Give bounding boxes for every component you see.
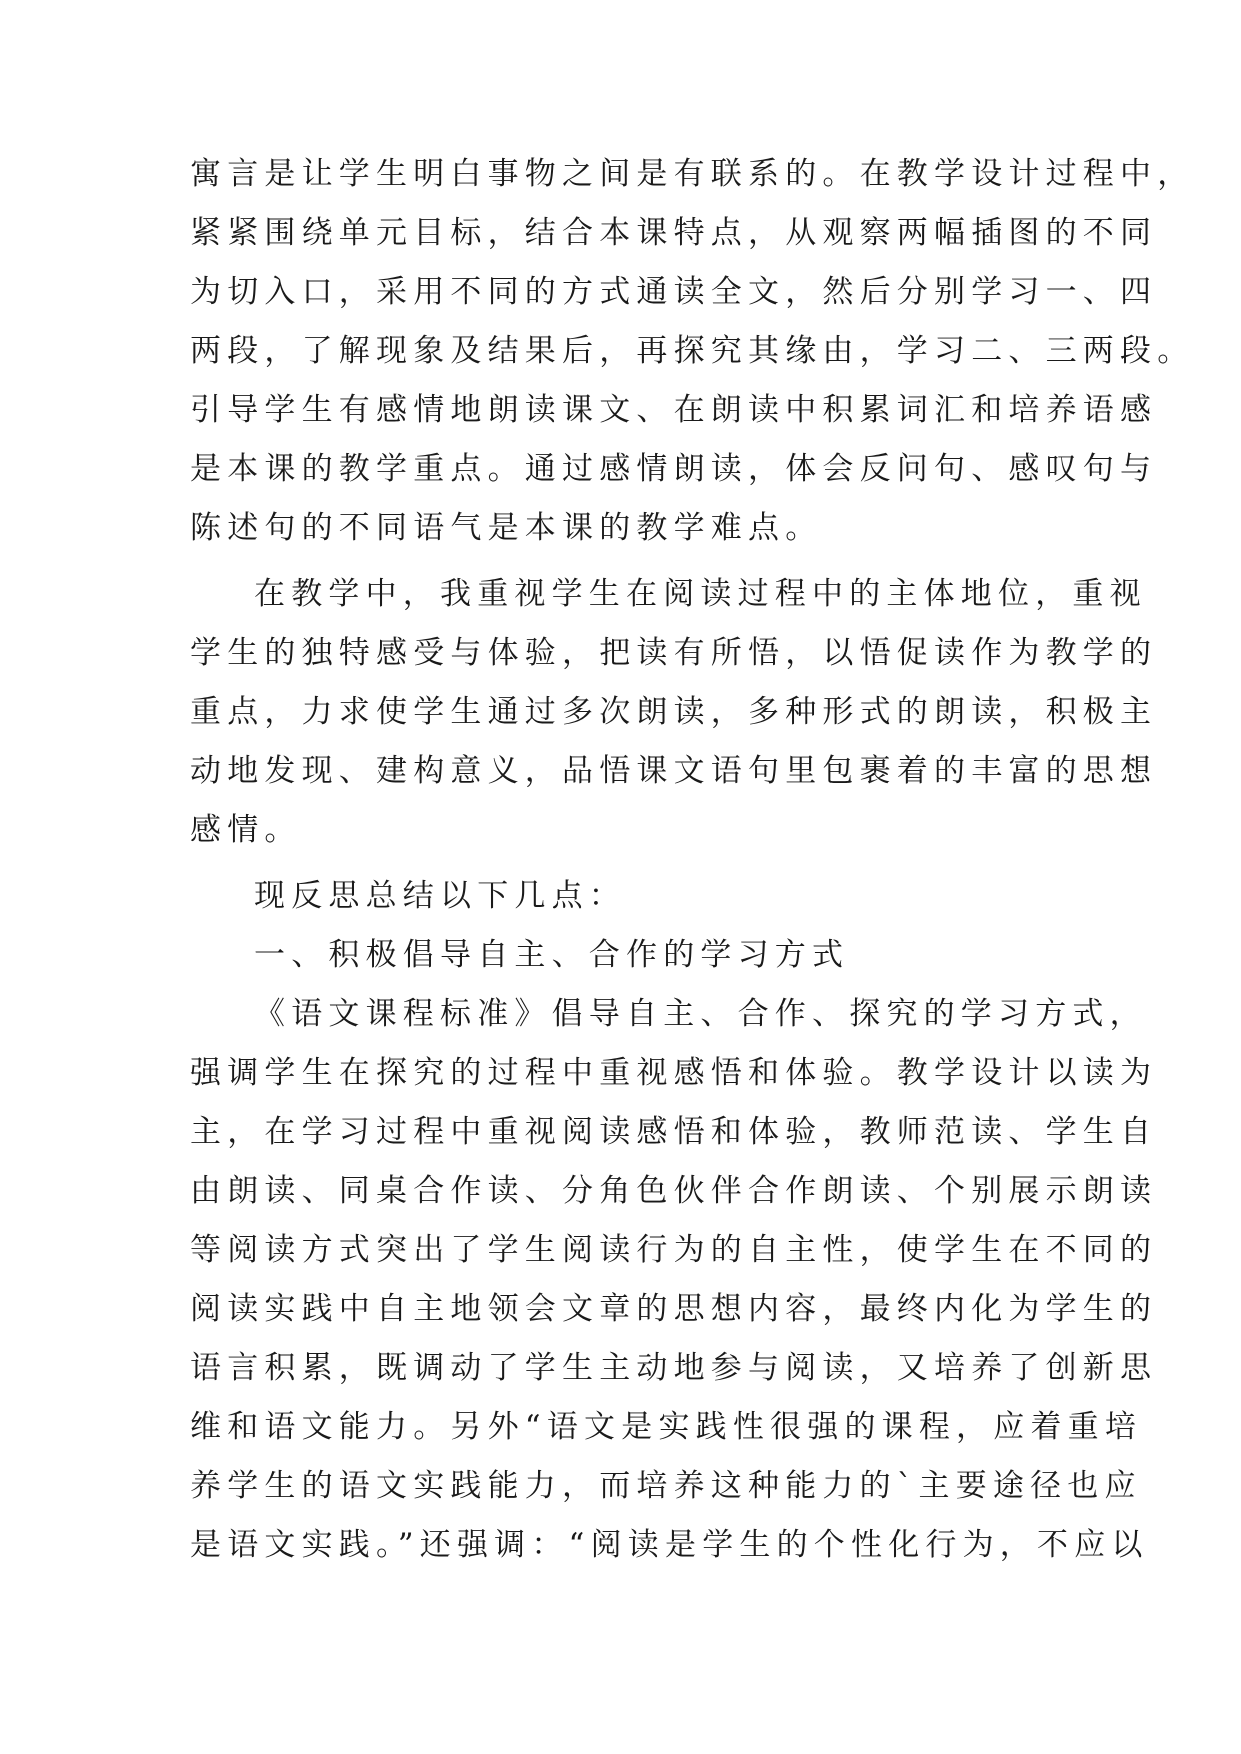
text-line: 语言积累，既调动了学生主动地参与阅读，又培养了创新思 [190, 1350, 1158, 1386]
text-line: 学生的独特感受与体验，把读有所悟，以悟促读作为教学的 [190, 635, 1158, 671]
text-line: 寓言是让学生明白事物之间是有联系的。在教学设计过程中， [190, 156, 1195, 192]
text-line: 阅读实践中自主地领会文章的思想内容，最终内化为学生的 [190, 1291, 1158, 1327]
text-line: 维和语文能力。另外“语文是实践性很强的课程，应着重培 [190, 1409, 1143, 1445]
paragraph-start-line: 现反思总结以下几点： [254, 878, 626, 914]
text-line: 两段，了解现象及结果后，再探究其缘由，学习二、三两段。 [190, 333, 1195, 369]
text-line: 感情。 [190, 812, 302, 848]
paragraph-start-line: 在教学中，我重视学生在阅读过程中的主体地位，重视 [254, 576, 1147, 612]
text-line: 主，在学习过程中重视阅读感悟和体验，教师范读、学生自 [190, 1114, 1158, 1150]
text-line: 重点，力求使学生通过多次朗读，多种形式的朗读，积极主 [190, 694, 1158, 730]
text-line: 养学生的语文实践能力，而培养这种能力的`主要途径也应 [190, 1468, 1142, 1504]
text-line: 为切入口，采用不同的方式通读全文，然后分别学习一、四 [190, 274, 1158, 310]
text-line: 紧紧围绕单元目标，结合本课特点，从观察两幅插图的不同 [190, 215, 1158, 251]
section-heading: 一、积极倡导自主、合作的学习方式 [254, 937, 850, 973]
text-line: 由朗读、同桌合作读、分角色伙伴合作朗读、个别展示朗读 [190, 1173, 1158, 1209]
text-line: 等阅读方式突出了学生阅读行为的自主性，使学生在不同的 [190, 1232, 1158, 1268]
text-line: 动地发现、建构意义，品悟课文语句里包裹着的丰富的思想 [190, 753, 1158, 789]
text-line: 陈述句的不同语气是本课的教学难点。 [190, 510, 823, 546]
document-body [190, 145, 1195, 1575]
text-line: 是语文实践。”还强调：“阅读是学生的个性化行为，不应以 [190, 1527, 1149, 1563]
text-line: 引导学生有感情地朗读课文、在朗读中积累词汇和培养语感 [190, 392, 1158, 428]
text-line: 是本课的教学重点。通过感情朗读，体会反问句、感叹句与 [190, 451, 1158, 487]
paragraph-start-line: 《语文课程标准》倡导自主、合作、探究的学习方式， [254, 996, 1147, 1032]
text-line: 强调学生在探究的过程中重视感悟和体验。教学设计以读为 [190, 1055, 1158, 1091]
